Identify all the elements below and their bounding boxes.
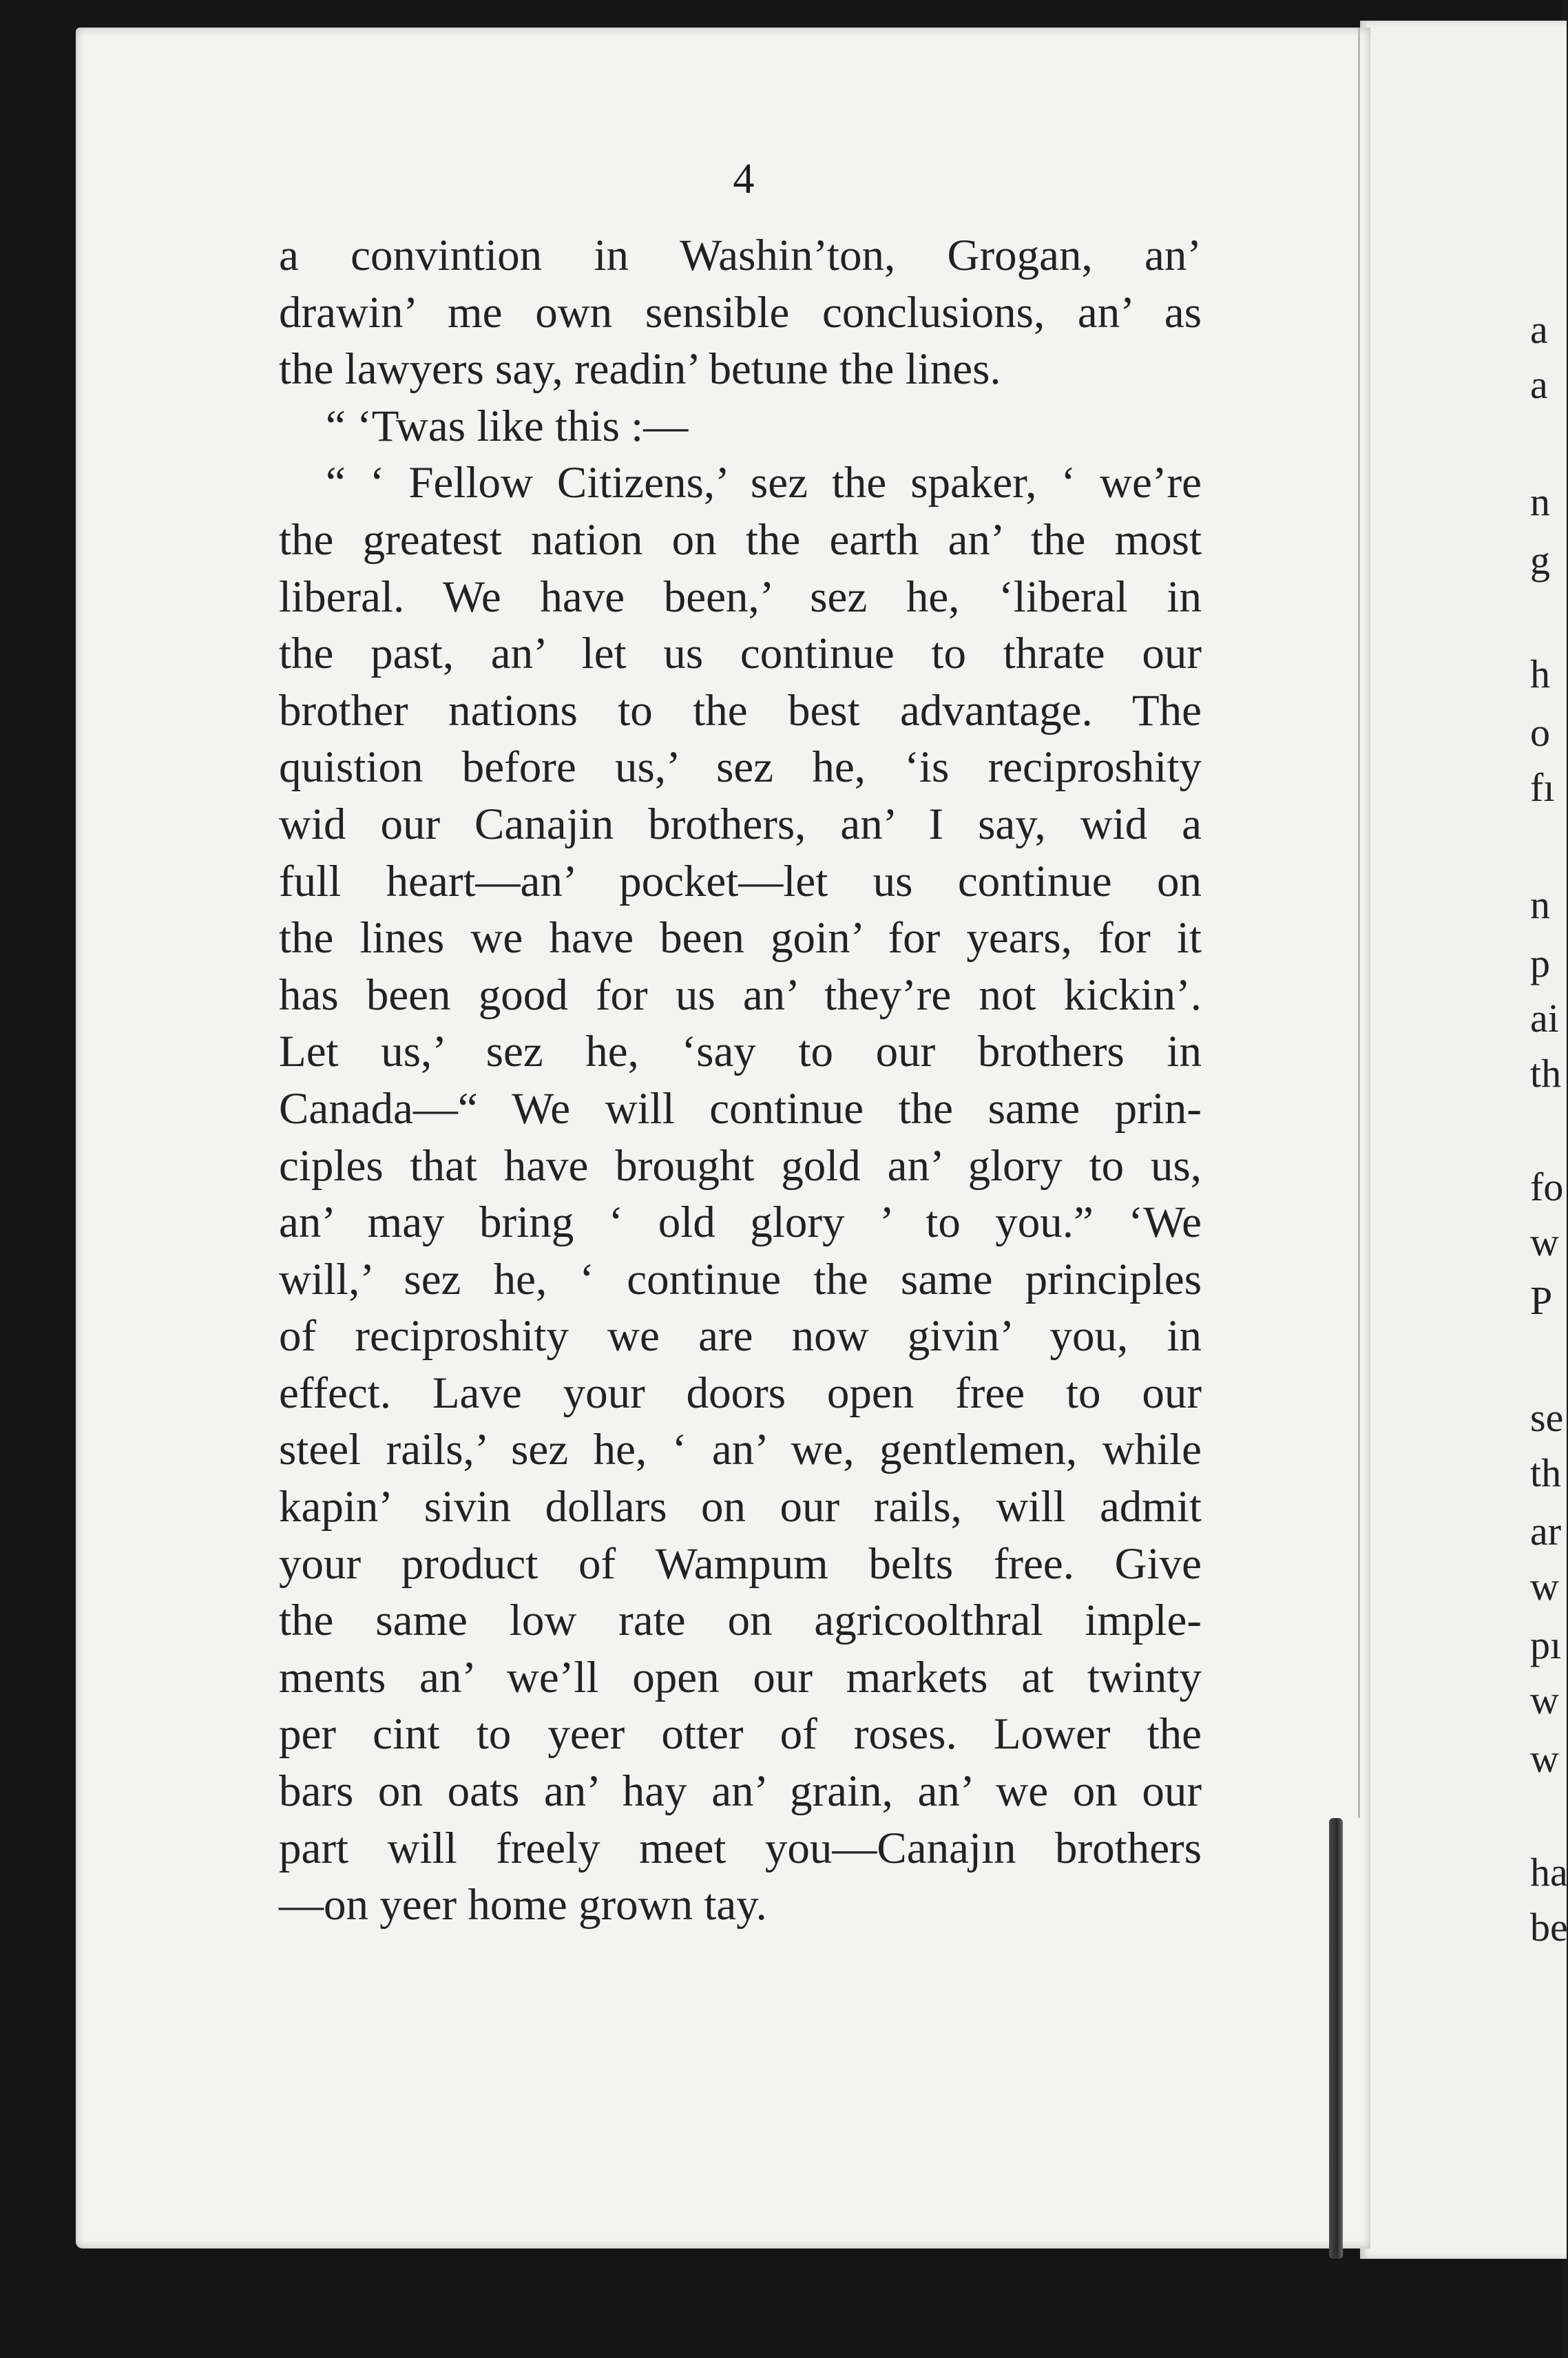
facing-page-fragment: P — [1530, 1278, 1553, 1323]
text-line: an’ may bring ‘ old glory ’ to you.” ‘We — [279, 1198, 1202, 1248]
text-line: Canada—“ We will continue the same prin- — [279, 1083, 1202, 1134]
facing-page-fragment: a — [1530, 362, 1548, 407]
page-number: 4 — [733, 156, 755, 202]
facing-page-fragment: g — [1530, 538, 1550, 583]
text-line: of reciproshity we are now givin’ you, in — [279, 1311, 1202, 1361]
text-line: liberal. We have been,’ sez he, ‘liberal in — [279, 572, 1202, 622]
facing-page-fragment: th — [1530, 1051, 1562, 1096]
text-line: will,’ sez he, ‘ continue the same principles — [279, 1254, 1202, 1304]
facing-page-fragment: n — [1530, 882, 1550, 927]
text-line: brother nations to the best advantage. The — [279, 685, 1202, 735]
text-line: has been good for us an’ they’re not kickin’. — [279, 970, 1202, 1020]
facing-page-fragment: w — [1530, 1678, 1559, 1722]
text-line: the lines we have been goin’ for years, for it — [279, 913, 1202, 963]
text-line: a convintion in Washin’ton, Grogan, an’ — [279, 231, 1202, 280]
binding-shadow — [1329, 1818, 1343, 2259]
facing-page-fragment: h — [1530, 651, 1550, 696]
facing-page-fragment: pı — [1530, 1623, 1562, 1667]
text-line: your product of Wampum belts free. Give — [279, 1538, 1202, 1589]
text-line: steel rails,’ sez he, ‘ an’ we, gentlemen, while — [279, 1425, 1202, 1475]
facing-page-fragment: fo — [1530, 1165, 1564, 1209]
text-line: part will freely meet you—Canajın brothers — [279, 1823, 1202, 1873]
text-line: kapin’ sivin dollars on our rails, will admit — [279, 1482, 1202, 1532]
facing-page-fragment: ar — [1530, 1509, 1562, 1554]
text-line: the same low rate on agricoolthral imple- — [279, 1596, 1202, 1646]
text-line: ciples that have brought gold an’ glory to us, — [279, 1140, 1202, 1191]
facing-page-fragment: ai — [1530, 996, 1559, 1041]
text-line: bars on oats an’ hay an’ grain, an’ we on our — [279, 1766, 1202, 1817]
text-line: wid our Canajin brothers, an’ I say, wid a — [279, 799, 1202, 849]
facing-page-fragment: w — [1530, 1220, 1559, 1264]
facing-page-fragment: be — [1530, 1905, 1568, 1950]
text-line: “ ‘Twas like this :— — [326, 401, 689, 451]
facing-page-fragment: fı — [1530, 765, 1555, 810]
facing-page-fragment: w — [1530, 1564, 1559, 1609]
text-line: Let us,’ sez he, ‘say to our brothers in — [279, 1027, 1202, 1077]
text-line: quistion before us,’ sez he, ‘is reciproshity — [279, 742, 1202, 793]
facing-page-fragment: se — [1530, 1395, 1564, 1440]
text-line: effect. Lave your doors open free to our — [279, 1368, 1202, 1418]
text-line: the past, an’ let us continue to thrate our — [279, 629, 1202, 679]
text-line: the lawyers say, readin’ betune the lines. — [279, 344, 1001, 395]
text-line: full heart—an’ pocket—let us continue on — [279, 856, 1202, 906]
facing-page-fragment: w — [1530, 1736, 1559, 1781]
page-gutter-line — [1358, 28, 1360, 1818]
facing-page-fragment: p — [1530, 941, 1550, 985]
text-line: —on yeer home grown tay. — [279, 1880, 767, 1930]
text-line: “ ‘ Fellow Citizens,’ sez the spaker, ‘ we’re — [326, 458, 1202, 508]
facing-page-fragment: a — [1530, 307, 1548, 352]
facing-page-fragment: n — [1530, 479, 1550, 524]
facing-page-fragment: th — [1530, 1450, 1562, 1495]
facing-page-fragment: o — [1530, 710, 1550, 755]
body-text — [279, 227, 1202, 1934]
text-line: ments an’ we’ll open our markets at twinty — [279, 1652, 1202, 1702]
facing-page-fragment: ha — [1530, 1850, 1568, 1895]
text-line: the greatest nation on the earth an’ the most — [279, 514, 1202, 565]
text-line: per cint to yeer otter of roses. Lower the — [279, 1709, 1202, 1760]
text-line: drawin’ me own sensible conclusions, an’ as — [279, 287, 1202, 337]
